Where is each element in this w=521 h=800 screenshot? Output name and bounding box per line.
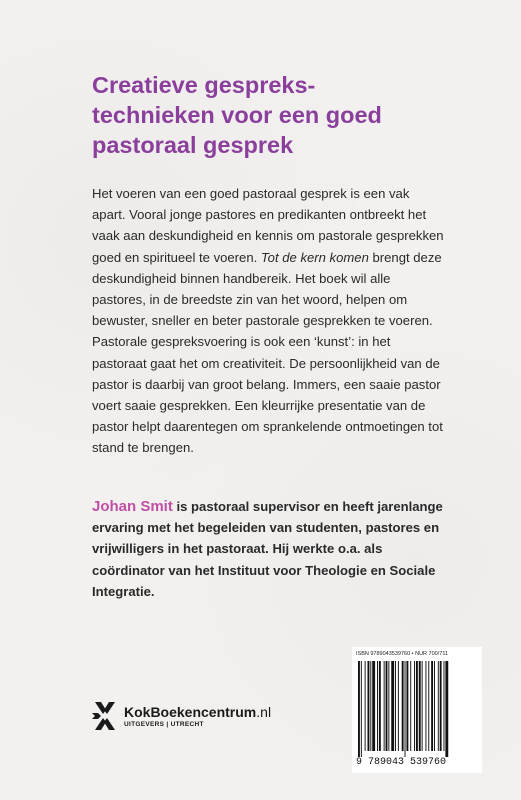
author-bio-text: is pastoraal supervisor en heeft jarenlange ervaring met het begeleiden van studenten, pastores en vrijwilligers in het pastoraat. Hij werkte o.a. als coördinator van het Instituut voor Theologie en Sociale Integratie.	[92, 499, 443, 599]
barcode-bar	[379, 661, 381, 751]
isbn-barcode	[352, 647, 482, 773]
barcode-bar	[416, 661, 418, 751]
title-line-1: Creatieve gespreks-	[92, 72, 316, 98]
barcode-bar	[377, 661, 378, 751]
barcode-bar	[419, 661, 421, 751]
barcode-bar	[386, 661, 388, 751]
barcode-bar	[405, 661, 406, 757]
blurb-paragraph-1	[92, 183, 444, 331]
title-line-2: technieken voor een goed	[92, 102, 382, 128]
barcode-bar	[425, 661, 426, 751]
barcode-bar	[388, 661, 389, 751]
barcode-bar	[365, 661, 366, 751]
barcode-bar	[402, 661, 404, 751]
kok-logo-icon	[92, 700, 118, 732]
barcode-bar	[361, 661, 362, 757]
barcode-digits: 9 789043 539760	[356, 757, 447, 768]
barcode-bar	[422, 661, 423, 751]
author-name: Johan Smit	[92, 498, 173, 515]
author-bio	[92, 496, 444, 602]
barcode-bar	[370, 661, 371, 751]
barcode-bar	[372, 661, 375, 751]
barcode-bar	[406, 661, 408, 751]
publisher-tld: .nl	[256, 704, 272, 720]
barcode-bar	[391, 661, 394, 751]
barcode-bar	[428, 661, 429, 751]
barcode-bar	[444, 661, 445, 751]
barcode-bar	[434, 661, 435, 751]
blurb	[92, 183, 444, 459]
title-line-3: pastoraal gesprek	[92, 132, 294, 158]
book-title	[92, 70, 452, 160]
barcode-bar	[438, 661, 439, 751]
barcode-bar	[445, 661, 448, 757]
barcode-bar	[368, 661, 370, 751]
publisher-name-text: KokBoekencentrum	[124, 704, 257, 720]
barcode-bars	[358, 661, 476, 757]
barcode-bar	[398, 661, 399, 751]
barcode-bar	[395, 661, 396, 751]
isbn-line: ISBN 9789043539760 • NUR 700/711	[356, 651, 449, 657]
barcode-bar	[431, 661, 433, 751]
barcode-bar	[384, 661, 385, 751]
blurb-text: Het voeren van een goed pastoraal gesprek is een vak apart. Vooral jonge pastores en predikanten ontbreekt het vaak aan deskundigheid en kennis om pastorale gesprekken goed en spiritueel te voeren.	[92, 186, 444, 265]
blurb-paragraph-2: Pastorale gespreksvoering is ook een ‘kunst’: in het pastoraat gaat het om creativiteit. De persoonlijkheid van de pastor is daarbij van groot belang. Immers, een saaie pastor voert saaie gesprekken. Een kleurrijke presentatie van de pastor helpt daarentegen om sprankelende ontmoetingen tot stand te brengen.	[92, 334, 443, 456]
publisher-wordmark	[124, 704, 271, 728]
publisher-name	[124, 704, 271, 720]
blurb-text: brengt deze deskundigheid binnen handbereik. Het boek wil alle pastores, in de breedste zin van het woord, helpen om bewuster, sneller en beter pastorale gesprekken te voeren.	[92, 249, 442, 329]
barcode-bar	[410, 661, 411, 751]
book-title-inline: Tot de kern komen	[260, 249, 369, 265]
barcode-bar	[358, 661, 360, 757]
barcode-bar	[440, 661, 442, 751]
barcode-bar	[414, 661, 415, 751]
publisher-subtitle: UITGEVERS | UTRECHT	[124, 721, 204, 728]
publisher-logo	[92, 700, 271, 732]
